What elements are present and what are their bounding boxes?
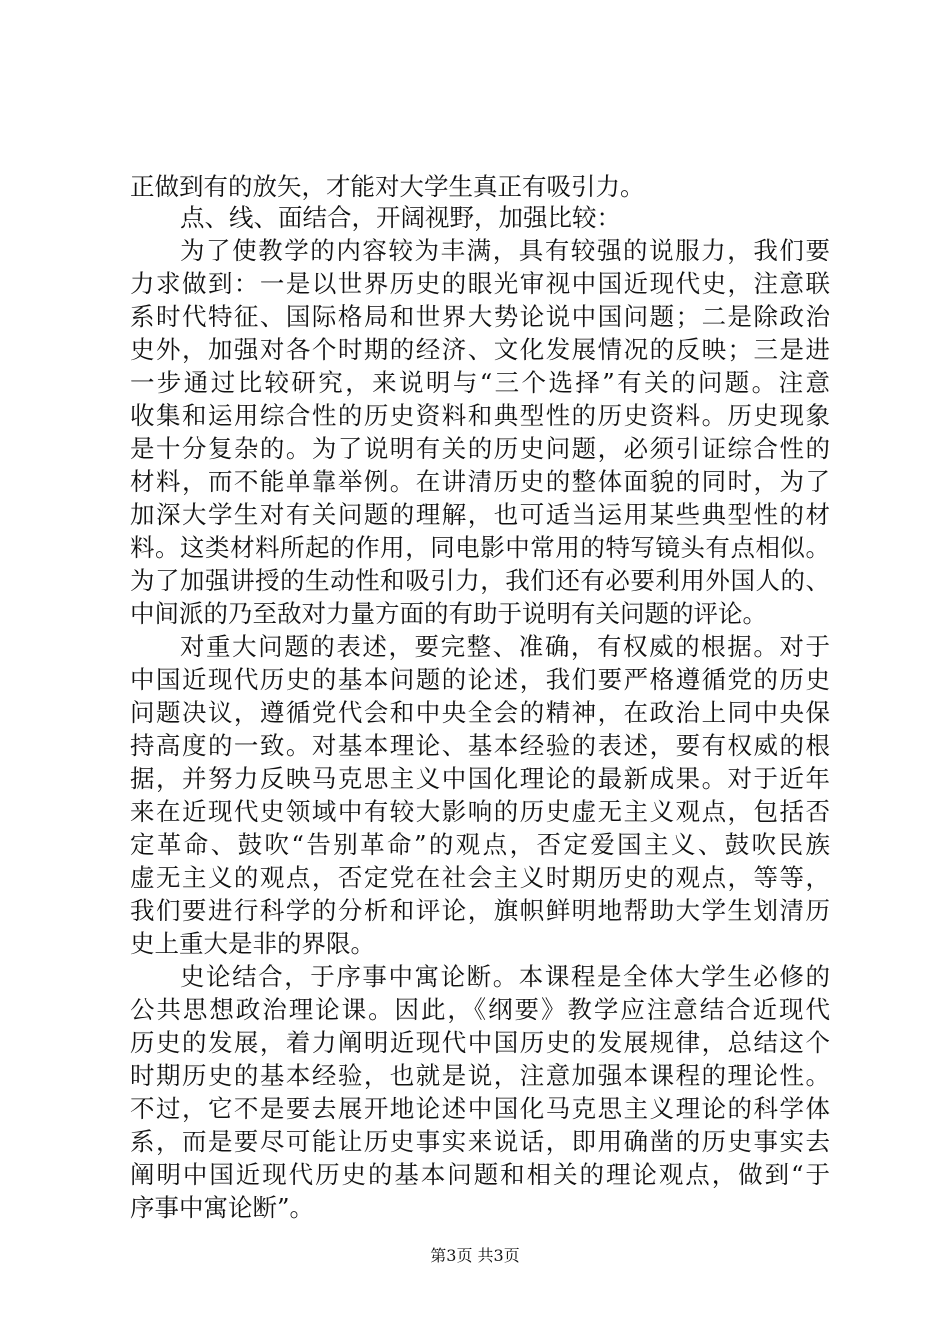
text-line: 力求做到：一是以世界历史的眼光审视中国近现代史，注意联 xyxy=(130,269,830,298)
text-line: 料。这类材料所起的作用，同电影中常用的特写镜头有点相似。 xyxy=(130,533,830,562)
text-line: 系，而是要尽可能让历史事实来说话，即用确凿的历史事实去 xyxy=(130,1127,830,1156)
text-line: 来在近现代史领域中有较大影响的历史虚无主义观点，包括否 xyxy=(130,797,830,826)
text-line: 我们要进行科学的分析和评论，旗帜鲜明地帮助大学生划清历 xyxy=(130,896,830,925)
text-line: 据，并努力反映马克思主义中国化理论的最新成果。对于近年 xyxy=(130,764,830,793)
text-line: 历史的发展，着力阐明近现代中国历史的发展规律，总结这个 xyxy=(130,1028,830,1057)
paragraph-start-line: 为了使教学的内容较为丰满，具有较强的说服力，我们要 xyxy=(180,236,830,265)
text-line: 阐明中国近现代历史的基本问题和相关的理论观点，做到“于 xyxy=(130,1160,830,1189)
text-line: 史外，加强对各个时期的经济、文化发展情况的反映；三是进 xyxy=(130,335,830,364)
text-line: 加深大学生对有关问题的理解，也可适当运用某些典型性的材 xyxy=(130,500,830,529)
text-line: 史上重大是非的界限。 xyxy=(130,929,375,958)
text-line: 序事中寓论断”。 xyxy=(130,1193,315,1222)
section-heading: 点、线、面结合，开阔视野，加强比较： xyxy=(180,203,621,232)
text-line: 中间派的乃至敌对力量方面的有助于说明有关问题的评论。 xyxy=(130,599,767,628)
text-line: 中国近现代历史的基本问题的论述，我们要严格遵循党的历史 xyxy=(130,665,830,694)
text-line: 不过，它不是要去展开地论述中国化马克思主义理论的科学体 xyxy=(130,1094,830,1123)
text-line: 定革命、鼓吹“告别革命”的观点，否定爱国主义、鼓吹民族 xyxy=(130,830,830,859)
text-line: 时期历史的基本经验，也就是说，注意加强本课程的理论性。 xyxy=(130,1061,830,1090)
text-line: 是十分复杂的。为了说明有关的历史问题，必须引证综合性的 xyxy=(130,434,830,463)
text-line: 系时代特征、国际格局和世界大势论说中国问题；二是除政治 xyxy=(130,302,830,331)
text-line: 问题决议，遵循党代会和中央全会的精神，在政治上同中央保 xyxy=(130,698,830,727)
text-line: 材料，而不能单靠举例。在讲清历史的整体面貌的同时，为了 xyxy=(130,467,830,496)
text-line: 公共思想政治理论课。因此，《纲要》教学应注意结合近现代 xyxy=(130,995,830,1024)
text-line: 正做到有的放矢，才能对大学生真正有吸引力。 xyxy=(130,172,645,201)
page-number-footer: 第3页 共3页 xyxy=(430,1246,520,1265)
paragraph-start-line: 史论结合，于序事中寓论断。本课程是全体大学生必修的 xyxy=(180,962,830,991)
text-line: 收集和运用综合性的历史资料和典型性的历史资料。历史现象 xyxy=(130,401,830,430)
text-line: 为了加强讲授的生动性和吸引力，我们还有必要利用外国人的、 xyxy=(130,566,830,595)
text-line: 虚无主义的观点，否定党在社会主义时期历史的观点，等等， xyxy=(130,863,830,892)
paragraph-start-line: 对重大问题的表述，要完整、准确，有权威的根据。对于 xyxy=(180,632,830,661)
text-line: 一步通过比较研究，来说明与“三个选择”有关的问题。注意 xyxy=(130,368,830,397)
text-line: 持高度的一致。对基本理论、基本经验的表述，要有权威的根 xyxy=(130,731,830,760)
